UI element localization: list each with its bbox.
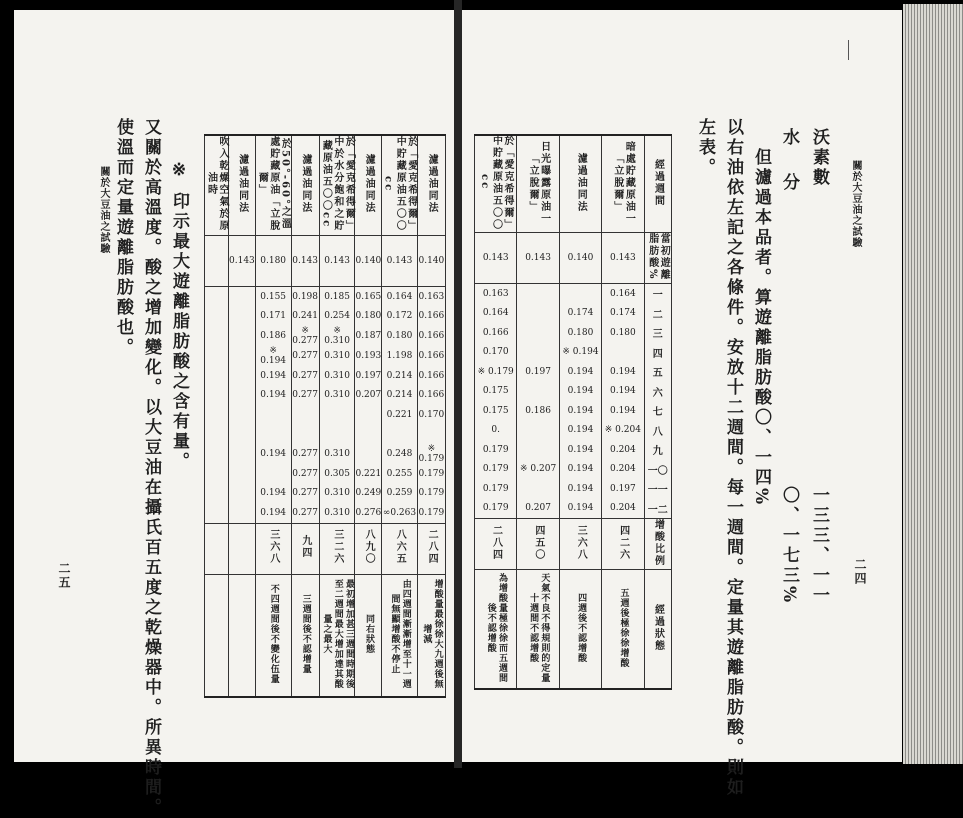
right-initial-0: 0.143: [609, 253, 636, 263]
left-state-3: 最初增加甚三週間時期後至二週間最大增加達其酸量之最大: [321, 578, 354, 689]
left-row-6-col-1: 0.221: [386, 409, 413, 420]
right-week-label: 八: [652, 426, 663, 438]
left-row-0-col-5: 0.155: [260, 291, 287, 302]
left-row-0-col-1: 0.164: [386, 291, 413, 302]
right-header-1: 濾過油同法: [575, 152, 587, 213]
left-row-0-col-2: 0.165: [355, 291, 382, 302]
left-page: [14, 10, 454, 818]
left-row-6-col-0: 0.170: [418, 409, 445, 420]
left-ratio-1: 八六五: [394, 529, 406, 565]
left-row-4-col-0: 0.166: [418, 370, 445, 381]
left-row-9-col-4: 0.277: [292, 468, 318, 479]
left-row-11-col-1: ∞0.263: [382, 507, 417, 518]
left-row-1-col-3: 0.254: [324, 311, 350, 322]
note-line-3: 使溫而定量遊離脂肪酸也。: [113, 118, 133, 358]
right-row-10-col-0: 0.197: [609, 483, 636, 494]
left-row-2-col-0: 0.166: [418, 331, 445, 341]
left-row-8-col-3: 0.310: [324, 449, 350, 459]
paragraph-line-2: 左表。: [695, 118, 715, 178]
right-ratio-2: 四五〇: [532, 524, 544, 561]
right-row-4-col-2: 0.197: [525, 366, 551, 377]
right-week-label: 二: [652, 309, 663, 321]
left-ratio-5: 三六八: [267, 529, 279, 565]
left-initial-0: 0.140: [418, 256, 445, 266]
right-initial-3: 0.143: [482, 253, 509, 263]
moisture-label: 水分: [779, 128, 799, 218]
iodine-label: 沃素數: [809, 128, 829, 188]
left-row-1-col-0: 0.166: [418, 311, 445, 322]
left-initial-1: 0.143: [386, 256, 413, 266]
left-row-5-col-5: 0.194: [260, 390, 287, 401]
left-row-4-col-1: 0.214: [386, 370, 413, 381]
left-row-9-col-0: 0.179: [418, 468, 445, 479]
left-ratio-3: 三二六: [331, 529, 343, 565]
left-row-9-col-2: 0.221: [355, 468, 382, 479]
left-row-8-col-5: 0.194: [260, 449, 287, 459]
left-row-11-col-0: 0.179: [418, 507, 445, 518]
left-row-4-col-2: 0.197: [355, 370, 382, 381]
right-week-label: 九: [652, 446, 663, 458]
right-row-4-col-0: 0.194: [609, 366, 636, 377]
left-row-3-col-5: ※ 0.194: [260, 346, 287, 366]
right-row-4-col-1: 0.194: [567, 366, 594, 377]
right-row-8-col-3: 0.179: [482, 444, 509, 455]
left-row-11-col-3: 0.310: [324, 507, 350, 518]
right-row-6-col-3: 0.175: [482, 405, 509, 416]
left-row-11-col-2: 0.276: [355, 507, 382, 518]
right-page: [462, 10, 902, 798]
right-page-number: 二四: [853, 558, 867, 586]
right-state-1: 四週後不認增酸: [576, 592, 587, 663]
left-row-3-col-1: 1.198: [386, 351, 413, 361]
right-header-3: 於「愛克希得爾」中貯藏原油五〇〇cc: [478, 134, 513, 231]
left-row-3-col-2: 0.193: [355, 351, 382, 361]
right-initial-1: 0.140: [567, 253, 594, 263]
right-week-label: 一一: [647, 485, 668, 497]
right-row-3-col-1: ※ 0.194: [562, 347, 599, 358]
left-running-head: 關於大豆油之試驗: [98, 166, 109, 254]
left-row-4-col-3: 0.310: [324, 370, 350, 381]
left-row-10-col-2: 0.249: [355, 488, 382, 499]
left-row-10-col-1: 0.259: [386, 488, 413, 499]
left-state-0: 增酸量最徐徐大九週後無增減: [421, 578, 443, 689]
left-initial-5: 0.180: [260, 256, 287, 266]
note-line-2: 又關於高溫度。酸之增加變化。以大豆油在攝氏百五度之乾燥器中。所異時間。: [141, 118, 161, 818]
left-header-5: 於50°-60°之溫處貯藏原油「立脫爾」: [256, 136, 291, 232]
left-ratio-4: 九四: [299, 535, 311, 559]
left-header-4: 濾過油同法: [299, 154, 311, 214]
right-row-11-col-2: 0.207: [525, 503, 551, 514]
right-row-8-col-1: 0.194: [567, 444, 594, 455]
left-row-8-col-0: ※ 0.179: [418, 444, 445, 464]
right-ratio-1: 三六八: [575, 524, 587, 561]
left-ratio-2: 八九〇: [363, 529, 375, 565]
right-row-9-col-0: 0.204: [609, 464, 636, 475]
left-page-number: 二五: [57, 562, 71, 590]
right-row-11-col-3: 0.179: [482, 503, 509, 514]
note-line-1: ※ 印示最大遊離脂肪酸之含有量。: [169, 160, 189, 472]
right-row-10-col-1: 0.194: [567, 483, 594, 494]
right-week-label: 一〇: [647, 465, 668, 477]
right-row-0-col-3: 0.163: [482, 288, 509, 299]
left-header-1: 於「愛克希得爾」中貯藏原油五〇〇cc: [382, 136, 417, 232]
right-row-0-col-0: 0.164: [609, 288, 636, 299]
left-row-5-col-1: 0.214: [386, 390, 413, 401]
right-state-3: 為增酸量極徐徐而五週間後不認增酸: [485, 572, 507, 683]
iodine-value: 一三三、一一: [809, 486, 829, 606]
moisture-value: 〇、一七三%: [779, 486, 799, 606]
right-header-2: 日光曝露原油一「立脫爾」: [527, 140, 550, 225]
left-row-10-col-4: 0.277: [292, 488, 318, 499]
left-row-10-col-3: 0.310: [324, 488, 350, 499]
left-row-3-col-0: 0.166: [418, 351, 445, 361]
left-row-8-col-4: 0.277: [292, 449, 318, 459]
left-row-2-col-4: ※ 0.277: [292, 326, 318, 346]
left-data-table: [204, 134, 446, 698]
right-week-label: 三: [652, 329, 663, 341]
right-week-label: 一二: [647, 504, 668, 516]
left-row-4-col-4: 0.277: [292, 370, 318, 381]
right-row-2-col-0: 0.180: [609, 327, 636, 338]
right-row-10-col-3: 0.179: [482, 483, 509, 494]
left-row-8-col-1: 0.248: [386, 449, 413, 459]
book-gutter: [454, 0, 462, 768]
left-header-7: 吹入乾燥空氣於原油時: [205, 136, 228, 232]
left-initial-6: 0.143: [229, 256, 255, 266]
filtered-note: 但濾過本品者。算遊離脂肪酸〇、一四%: [751, 148, 771, 508]
left-row-0-col-0: 0.163: [418, 291, 445, 302]
right-week-label: 四: [652, 348, 663, 360]
right-state-0: 五週後極徐徐增酸: [618, 587, 629, 668]
left-row-10-col-0: 0.179: [418, 488, 445, 499]
right-row-5-col-0: 0.194: [609, 386, 636, 397]
right-week-label: 六: [652, 387, 663, 399]
left-initial-2: 0.140: [355, 256, 382, 266]
right-row-7-col-0: ※ 0.204: [604, 425, 641, 436]
page-edges: [903, 4, 963, 764]
left-row-1-col-2: 0.180: [355, 311, 382, 322]
right-row-4-col-3: ※ 0.179: [477, 366, 514, 377]
right-corner-label: 經過週間: [652, 158, 664, 207]
paragraph-line-1: 以右油依左記之各條件。安放十二週間。每一週間。定量其遊離脂肪酸。則如: [723, 118, 743, 798]
left-row-11-col-4: 0.277: [292, 507, 318, 518]
left-row-9-col-3: 0.305: [324, 468, 350, 479]
right-week-label: 一: [652, 290, 663, 302]
right-row-2-col-1: 0.180: [567, 327, 594, 338]
left-row-11-col-5: 0.194: [260, 507, 287, 518]
right-row-2-col-3: 0.166: [482, 327, 509, 338]
left-row-2-col-5: 0.186: [260, 331, 287, 341]
right-row-1-col-0: 0.174: [609, 308, 636, 319]
right-row-7-col-1: 0.194: [567, 425, 594, 436]
left-row-3-col-4: 0.277: [292, 351, 318, 361]
left-state-1: 由四週間漸漸增至十一週間無顯增酸不停止: [389, 578, 411, 689]
right-ratio-label: 增酸比例: [652, 518, 664, 567]
left-initial-3: 0.143: [324, 256, 350, 266]
right-row-9-col-2: ※ 0.207: [520, 464, 557, 475]
left-header-6: 濾過油同法: [236, 154, 248, 214]
left-row-9-col-1: 0.255: [386, 468, 413, 479]
left-row-5-col-0: 0.166: [418, 390, 445, 401]
left-row-2-col-2: 0.187: [355, 331, 382, 341]
right-row-6-col-1: 0.194: [567, 405, 594, 416]
left-row-5-col-4: 0.277: [292, 390, 318, 401]
right-row-11-col-1: 0.194: [567, 503, 594, 514]
left-header-3: 於「愛克希得爾」中於水分飽和之貯藏原油五〇〇cc: [320, 136, 355, 232]
left-row-10-col-5: 0.194: [260, 488, 287, 499]
right-row-7-col-3: 0.: [491, 425, 500, 436]
right-row-9-col-3: 0.179: [482, 464, 509, 475]
right-row-3-col-3: 0.170: [482, 347, 509, 358]
right-row-5-col-3: 0.175: [482, 386, 509, 397]
left-header-2: 濾過油同法: [363, 154, 375, 214]
right-row-1-col-1: 0.174: [567, 308, 594, 319]
right-header-0: 暗處貯藏原油一「立脫爾」: [611, 140, 635, 225]
right-week-label: 五: [652, 368, 663, 380]
right-row-6-col-2: 0.186: [525, 405, 551, 416]
left-initial-4: 0.143: [292, 256, 318, 266]
right-initial-2: 0.143: [525, 253, 551, 263]
margin-mark: [848, 40, 849, 60]
left-row-1-col-1: 0.172: [386, 311, 413, 322]
right-row-11-col-0: 0.204: [609, 503, 636, 514]
right-ratio-3: 二八四: [490, 524, 502, 561]
right-row-8-col-0: 0.204: [609, 444, 636, 455]
left-state-4: 三週間後不認增量: [300, 593, 311, 674]
left-row-0-col-4: 0.198: [292, 291, 318, 302]
left-row-0-col-3: 0.185: [324, 291, 350, 302]
right-data-table: [474, 134, 672, 690]
left-state-5: 不四週間後不變化伍量: [268, 583, 279, 684]
left-row-5-col-3: 0.310: [324, 390, 350, 401]
left-row-2-col-1: 0.180: [386, 331, 413, 341]
left-row-5-col-2: 0.207: [355, 390, 382, 401]
right-ratio-0: 四二六: [617, 524, 629, 561]
left-row-1-col-4: 0.241: [292, 311, 318, 322]
left-ratio-0: 二八四: [426, 529, 438, 565]
right-row-9-col-1: 0.194: [567, 464, 594, 475]
right-week-label: 七: [652, 407, 663, 419]
right-state-2: 天氣不良不得規則的定量十週間不認增酸: [528, 572, 550, 683]
left-row-2-col-3: ※ 0.310: [324, 326, 350, 346]
right-row-5-col-1: 0.194: [567, 386, 594, 397]
left-state-2: 同右狀態: [363, 613, 374, 654]
left-row-4-col-5: 0.194: [260, 370, 287, 381]
right-row-1-col-3: 0.164: [482, 308, 509, 319]
right-state-label: 經過狀態: [652, 603, 664, 652]
left-header-0: 濾過油同法: [426, 154, 438, 214]
right-running-head: 關於大豆油之試驗: [850, 160, 861, 248]
left-row-1-col-5: 0.171: [260, 311, 287, 322]
left-row-3-col-3: 0.310: [324, 351, 350, 361]
right-row-6-col-0: 0.194: [609, 405, 636, 416]
right-initial-label: 當初遊離脂肪酸%: [646, 232, 670, 281]
